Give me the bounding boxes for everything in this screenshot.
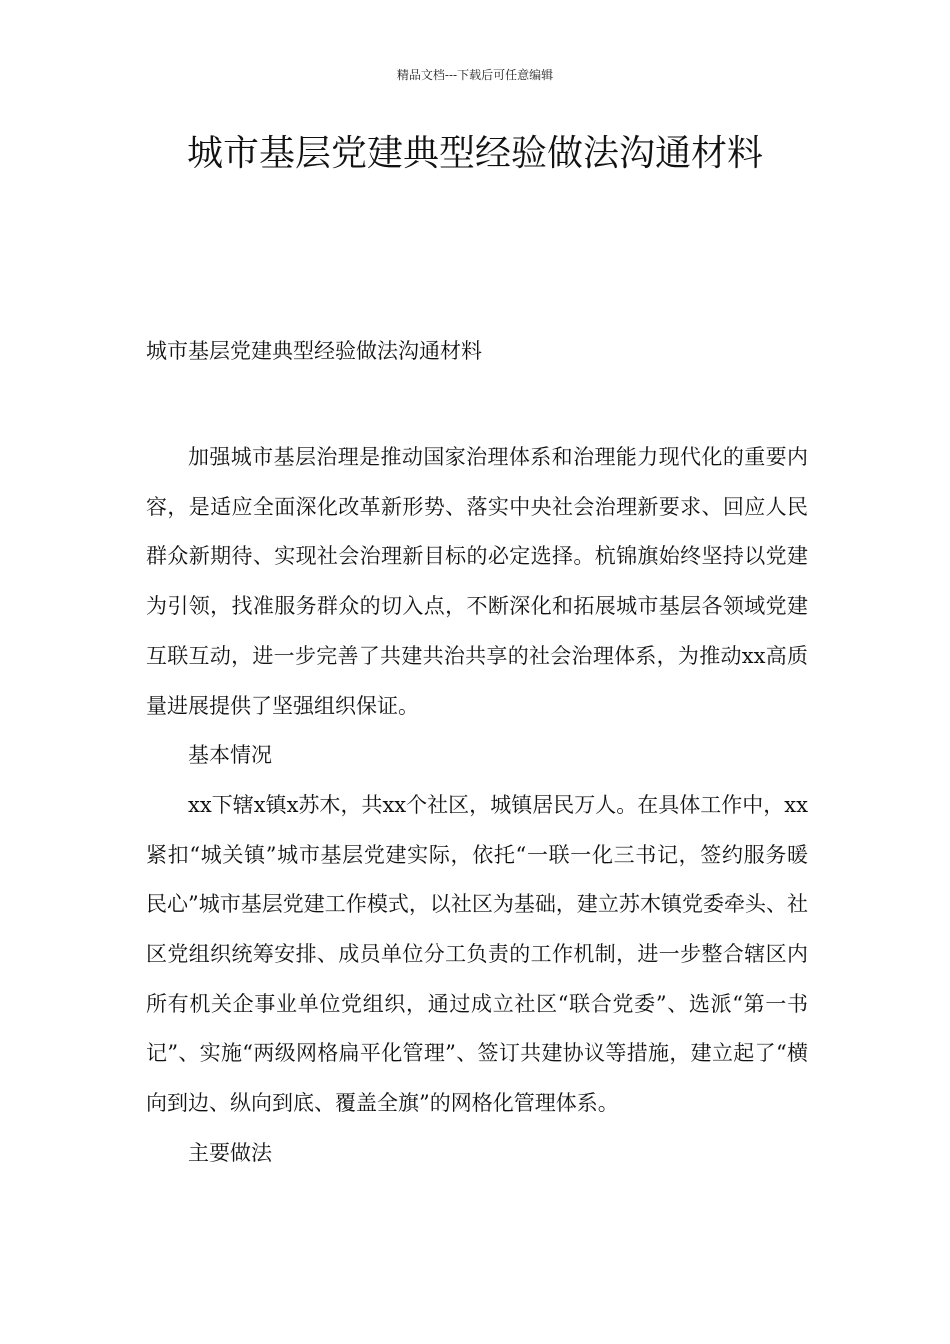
section-heading-main-practices: 主要做法 <box>188 1140 272 1165</box>
paragraph-basic-situation: xx下辖x镇x苏木，共xx个社区，城镇居民万人。在具体工作中，xx紧扣“城关镇”城市基层党建实际，依托“一联一化三书记，签约服务暖民心”城市基层党建工作模式，以社区为基础，建立苏木镇党委牵头、社区党组织统筹安排、成员单位分工负责的工作机制，进一步整合辖区内所有机关企事业单位党组织，通过成立社区“联合党委”、选派“第一书记”、实施“两级网格扁平化管理”、签订共建协议等措施，建立起了“横向到边、纵向到底、覆盖全旗”的网格化管理体系。 <box>146 792 808 1116</box>
document-subtitle: 城市基层党建典型经验做法沟通材料 <box>146 339 482 363</box>
section-heading-basic-situation: 基本情况 <box>188 743 272 768</box>
document-body <box>146 433 808 1179</box>
document-title: 城市基层党建典型经验做法沟通材料 <box>186 133 763 174</box>
header-note: 精品文档---下载后可任意编辑 <box>396 68 554 82</box>
paragraph-intro: 加强城市基层治理是推动国家治理体系和治理能力现代化的重要内容，是适应全面深化改革新形势、落实中央社会治理新要求、回应人民群众新期待、实现社会治理新目标的必定选择。杭锦旗始终坚持以党建为引领，找准服务群众的切入点，不断深化和拓展城市基层各领域党建互联互动，进一步完善了共建共治共享的社会治理体系，为推动xx高质量进展提供了坚强组织保证。 <box>146 445 808 718</box>
